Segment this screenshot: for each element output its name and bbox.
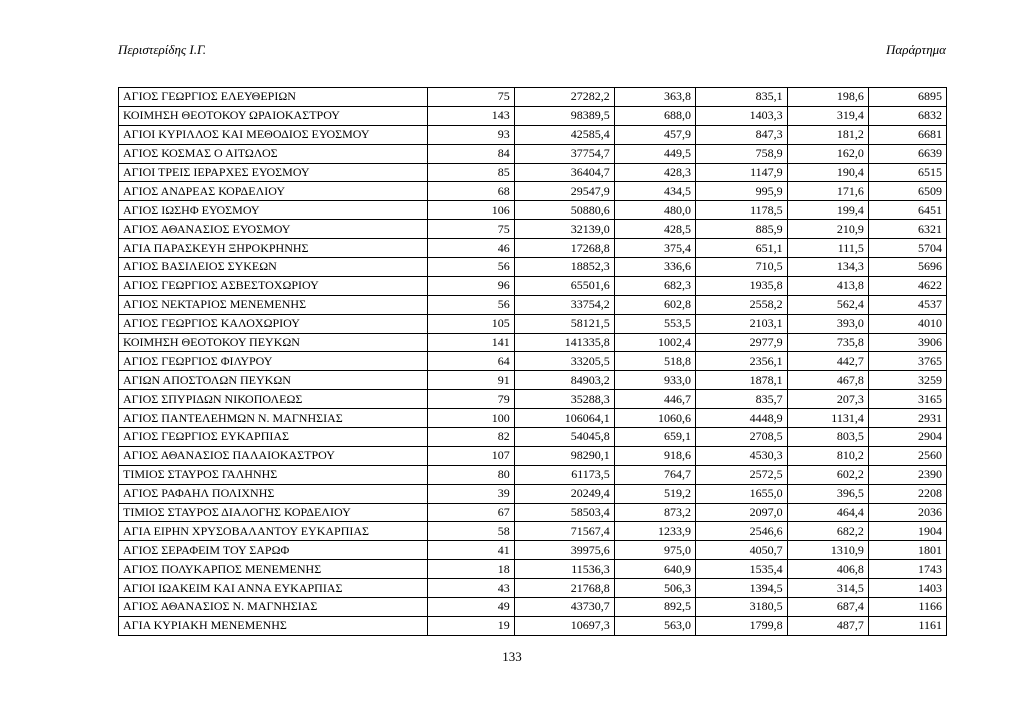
col-2-cell: 64 bbox=[428, 352, 514, 371]
col-2-cell: 49 bbox=[428, 598, 514, 617]
parish-name-cell: ΑΓΙΟΙ ΙΩΑΚΕΙΜ ΚΑΙ ΑΝΝΑ ΕΥΚΑΡΠΙΑΣ bbox=[119, 579, 428, 598]
col-6-cell: 803,5 bbox=[787, 428, 868, 447]
col-7-cell: 6681 bbox=[868, 125, 946, 144]
table-row bbox=[119, 560, 947, 579]
table-row bbox=[119, 106, 947, 125]
col-7-cell: 1166 bbox=[868, 598, 946, 617]
col-5-cell: 885,9 bbox=[695, 220, 787, 239]
col-7-cell: 5696 bbox=[868, 258, 946, 277]
col-4-cell: 553,5 bbox=[614, 314, 695, 333]
col-7-cell: 2560 bbox=[868, 446, 946, 465]
page-number: 133 bbox=[502, 649, 522, 664]
col-6-cell: 442,7 bbox=[787, 352, 868, 371]
col-6-cell: 406,8 bbox=[787, 560, 868, 579]
col-5-cell: 2572,5 bbox=[695, 465, 787, 484]
col-4-cell: 518,8 bbox=[614, 352, 695, 371]
parish-name-cell: ΑΓΙΟΣ ΑΘΑΝΑΣΙΟΣ ΕΥΟΣΜΟΥ bbox=[119, 220, 428, 239]
table-row bbox=[119, 598, 947, 617]
col-2-cell: 84 bbox=[428, 144, 514, 163]
col-5-cell: 2708,5 bbox=[695, 428, 787, 447]
col-5-cell: 3180,5 bbox=[695, 598, 787, 617]
col-4-cell: 428,3 bbox=[614, 163, 695, 182]
col-3-cell: 32139,0 bbox=[514, 220, 614, 239]
col-7-cell: 2390 bbox=[868, 465, 946, 484]
table-row bbox=[119, 239, 947, 258]
col-3-cell: 29547,9 bbox=[514, 182, 614, 201]
col-6-cell: 134,3 bbox=[787, 258, 868, 277]
col-4-cell: 1233,9 bbox=[614, 522, 695, 541]
col-6-cell: 111,5 bbox=[787, 239, 868, 258]
col-3-cell: 98290,1 bbox=[514, 446, 614, 465]
col-2-cell: 75 bbox=[428, 220, 514, 239]
col-2-cell: 91 bbox=[428, 371, 514, 390]
col-4-cell: 640,9 bbox=[614, 560, 695, 579]
col-3-cell: 33754,2 bbox=[514, 295, 614, 314]
table-row bbox=[119, 522, 947, 541]
table-row bbox=[119, 616, 947, 635]
col-6-cell: 562,4 bbox=[787, 295, 868, 314]
col-7-cell: 1743 bbox=[868, 560, 946, 579]
col-2-cell: 58 bbox=[428, 522, 514, 541]
parish-name-cell: ΑΓΙΟΣ ΠΟΛΥΚΑΡΠΟΣ ΜΕΝΕΜΕΝΗΣ bbox=[119, 560, 428, 579]
col-5-cell: 2097,0 bbox=[695, 503, 787, 522]
parish-name-cell: ΑΓΙΑ ΚΥΡΙΑΚΗ ΜΕΝΕΜΕΝΗΣ bbox=[119, 616, 428, 635]
col-5-cell: 1655,0 bbox=[695, 484, 787, 503]
col-3-cell: 61173,5 bbox=[514, 465, 614, 484]
col-5-cell: 1403,3 bbox=[695, 106, 787, 125]
col-3-cell: 11536,3 bbox=[514, 560, 614, 579]
col-7-cell: 2036 bbox=[868, 503, 946, 522]
table-row bbox=[119, 88, 947, 107]
col-4-cell: 688,0 bbox=[614, 106, 695, 125]
parish-name-cell: ΑΓΙΟΙ ΤΡΕΙΣ ΙΕΡΑΡΧΕΣ ΕΥΟΣΜΟΥ bbox=[119, 163, 428, 182]
col-2-cell: 18 bbox=[428, 560, 514, 579]
col-3-cell: 17268,8 bbox=[514, 239, 614, 258]
col-4-cell: 375,4 bbox=[614, 239, 695, 258]
col-2-cell: 56 bbox=[428, 295, 514, 314]
col-3-cell: 37754,7 bbox=[514, 144, 614, 163]
col-6-cell: 314,5 bbox=[787, 579, 868, 598]
col-7-cell: 2904 bbox=[868, 428, 946, 447]
parish-name-cell: ΑΓΙΩΝ ΑΠΟΣΤΟΛΩΝ ΠΕΥΚΩΝ bbox=[119, 371, 428, 390]
col-6-cell: 810,2 bbox=[787, 446, 868, 465]
col-4-cell: 428,5 bbox=[614, 220, 695, 239]
col-4-cell: 336,6 bbox=[614, 258, 695, 277]
col-4-cell: 519,2 bbox=[614, 484, 695, 503]
parish-name-cell: ΚΟΙΜΗΣΗ ΘΕΟΤΟΚΟΥ ΩΡΑΙΟΚΑΣΤΡΟΥ bbox=[119, 106, 428, 125]
col-3-cell: 58121,5 bbox=[514, 314, 614, 333]
col-2-cell: 79 bbox=[428, 390, 514, 409]
col-4-cell: 975,0 bbox=[614, 541, 695, 560]
col-5-cell: 1535,4 bbox=[695, 560, 787, 579]
col-2-cell: 80 bbox=[428, 465, 514, 484]
col-6-cell: 190,4 bbox=[787, 163, 868, 182]
table-row bbox=[119, 446, 947, 465]
col-6-cell: 396,5 bbox=[787, 484, 868, 503]
col-3-cell: 39975,6 bbox=[514, 541, 614, 560]
parish-name-cell: ΤΙΜΙΟΣ ΣΤΑΥΡΟΣ ΓΑΛΗΝΗΣ bbox=[119, 465, 428, 484]
table-row bbox=[119, 503, 947, 522]
table-row bbox=[119, 484, 947, 503]
col-3-cell: 10697,3 bbox=[514, 616, 614, 635]
col-5-cell: 835,1 bbox=[695, 88, 787, 107]
col-4-cell: 892,5 bbox=[614, 598, 695, 617]
parish-name-cell: ΑΓΙΟΣ ΙΩΣΗΦ ΕΥΟΣΜΟΥ bbox=[119, 201, 428, 220]
table-row bbox=[119, 182, 947, 201]
table-row bbox=[119, 428, 947, 447]
col-4-cell: 933,0 bbox=[614, 371, 695, 390]
col-4-cell: 457,9 bbox=[614, 125, 695, 144]
col-7-cell: 1161 bbox=[868, 616, 946, 635]
col-6-cell: 687,4 bbox=[787, 598, 868, 617]
col-7-cell: 6451 bbox=[868, 201, 946, 220]
col-4-cell: 873,2 bbox=[614, 503, 695, 522]
col-2-cell: 100 bbox=[428, 409, 514, 428]
table-row bbox=[119, 163, 947, 182]
col-2-cell: 75 bbox=[428, 88, 514, 107]
col-5-cell: 2103,1 bbox=[695, 314, 787, 333]
col-4-cell: 918,6 bbox=[614, 446, 695, 465]
col-6-cell: 207,3 bbox=[787, 390, 868, 409]
parish-data-table bbox=[118, 87, 947, 636]
parish-name-cell: ΑΓΙΟΣ ΚΟΣΜΑΣ Ο ΑΙΤΩΛΟΣ bbox=[119, 144, 428, 163]
col-5-cell: 4448,9 bbox=[695, 409, 787, 428]
col-7-cell: 3765 bbox=[868, 352, 946, 371]
col-5-cell: 847,3 bbox=[695, 125, 787, 144]
parish-name-cell: ΑΓΙΟΣ ΑΘΑΝΑΣΙΟΣ Ν. ΜΑΓΝΗΣΙΑΣ bbox=[119, 598, 428, 617]
parish-name-cell: ΑΓΙΟΣ ΠΑΝΤΕΛΕΗΜΩΝ Ν. ΜΑΓΝΗΣΙΑΣ bbox=[119, 409, 428, 428]
col-7-cell: 6515 bbox=[868, 163, 946, 182]
col-2-cell: 39 bbox=[428, 484, 514, 503]
parish-name-cell: ΑΓΙΟΣ ΣΕΡΑΦΕΙΜ ΤΟΥ ΣΑΡΩΦ bbox=[119, 541, 428, 560]
col-3-cell: 54045,8 bbox=[514, 428, 614, 447]
parish-name-cell: ΑΓΙΟΣ ΓΕΩΡΓΙΟΣ ΕΥΚΑΡΠΙΑΣ bbox=[119, 428, 428, 447]
col-3-cell: 58503,4 bbox=[514, 503, 614, 522]
col-7-cell: 2208 bbox=[868, 484, 946, 503]
col-6-cell: 487,7 bbox=[787, 616, 868, 635]
col-4-cell: 602,8 bbox=[614, 295, 695, 314]
col-5-cell: 2558,2 bbox=[695, 295, 787, 314]
table-row bbox=[119, 125, 947, 144]
col-6-cell: 319,4 bbox=[787, 106, 868, 125]
col-2-cell: 68 bbox=[428, 182, 514, 201]
col-5-cell: 758,9 bbox=[695, 144, 787, 163]
running-header-section: Παράρτημα bbox=[886, 42, 946, 57]
col-4-cell: 363,8 bbox=[614, 88, 695, 107]
table-row bbox=[119, 295, 947, 314]
parish-name-cell: ΑΓΙΟΣ ΣΠΥΡΙΔΩΝ ΝΙΚΟΠΟΛΕΩΣ bbox=[119, 390, 428, 409]
col-4-cell: 563,0 bbox=[614, 616, 695, 635]
col-3-cell: 106064,1 bbox=[514, 409, 614, 428]
col-2-cell: 105 bbox=[428, 314, 514, 333]
parish-name-cell: ΑΓΙΟΣ ΓΕΩΡΓΙΟΣ ΕΛΕΥΘΕΡΙΩΝ bbox=[119, 88, 428, 107]
col-5-cell: 1178,5 bbox=[695, 201, 787, 220]
col-5-cell: 2546,6 bbox=[695, 522, 787, 541]
col-5-cell: 1799,8 bbox=[695, 616, 787, 635]
col-7-cell: 5704 bbox=[868, 239, 946, 258]
col-4-cell: 1002,4 bbox=[614, 333, 695, 352]
col-3-cell: 65501,6 bbox=[514, 276, 614, 295]
col-3-cell: 36404,7 bbox=[514, 163, 614, 182]
col-3-cell: 43730,7 bbox=[514, 598, 614, 617]
col-7-cell: 3165 bbox=[868, 390, 946, 409]
col-6-cell: 393,0 bbox=[787, 314, 868, 333]
col-6-cell: 181,2 bbox=[787, 125, 868, 144]
col-2-cell: 85 bbox=[428, 163, 514, 182]
col-6-cell: 682,2 bbox=[787, 522, 868, 541]
table-row bbox=[119, 579, 947, 598]
parish-name-cell: ΑΓΙΑ ΕΙΡΗΝ ΧΡΥΣΟΒΑΛΑΝΤΟΥ ΕΥΚΑΡΠΙΑΣ bbox=[119, 522, 428, 541]
parish-name-cell: ΑΓΙΟΣ ΓΕΩΡΓΙΟΣ ΑΣΒΕΣΤΟΧΩΡΙΟΥ bbox=[119, 276, 428, 295]
col-7-cell: 6321 bbox=[868, 220, 946, 239]
col-6-cell: 467,8 bbox=[787, 371, 868, 390]
col-7-cell: 3906 bbox=[868, 333, 946, 352]
parish-name-cell: ΑΓΙΟΣ ΡΑΦΑΗΛ ΠΟΛΙΧΝΗΣ bbox=[119, 484, 428, 503]
col-7-cell: 1403 bbox=[868, 579, 946, 598]
parish-name-cell: ΑΓΙΟΙ ΚΥΡΙΛΛΟΣ ΚΑΙ ΜΕΘΟΔΙΟΣ ΕΥΟΣΜΟΥ bbox=[119, 125, 428, 144]
col-6-cell: 602,2 bbox=[787, 465, 868, 484]
col-2-cell: 19 bbox=[428, 616, 514, 635]
col-2-cell: 41 bbox=[428, 541, 514, 560]
col-6-cell: 162,0 bbox=[787, 144, 868, 163]
col-3-cell: 84903,2 bbox=[514, 371, 614, 390]
col-4-cell: 659,1 bbox=[614, 428, 695, 447]
parish-name-cell: ΑΓΙΟΣ ΝΕΚΤΑΡΙΟΣ ΜΕΝΕΜΕΝΗΣ bbox=[119, 295, 428, 314]
col-5-cell: 1394,5 bbox=[695, 579, 787, 598]
col-7-cell: 6639 bbox=[868, 144, 946, 163]
col-2-cell: 43 bbox=[428, 579, 514, 598]
col-7-cell: 4537 bbox=[868, 295, 946, 314]
col-6-cell: 171,6 bbox=[787, 182, 868, 201]
col-6-cell: 210,9 bbox=[787, 220, 868, 239]
col-2-cell: 46 bbox=[428, 239, 514, 258]
table-row bbox=[119, 258, 947, 277]
col-6-cell: 1131,4 bbox=[787, 409, 868, 428]
col-4-cell: 434,5 bbox=[614, 182, 695, 201]
col-5-cell: 4050,7 bbox=[695, 541, 787, 560]
table-body bbox=[119, 88, 947, 636]
col-3-cell: 18852,3 bbox=[514, 258, 614, 277]
col-7-cell: 6832 bbox=[868, 106, 946, 125]
col-2-cell: 107 bbox=[428, 446, 514, 465]
parish-name-cell: ΑΓΙΟΣ ΒΑΣΙΛΕΙΟΣ ΣΥΚΕΩΝ bbox=[119, 258, 428, 277]
table-row bbox=[119, 276, 947, 295]
table-row bbox=[119, 371, 947, 390]
col-3-cell: 98389,5 bbox=[514, 106, 614, 125]
col-3-cell: 33205,5 bbox=[514, 352, 614, 371]
col-2-cell: 56 bbox=[428, 258, 514, 277]
table-row bbox=[119, 352, 947, 371]
col-2-cell: 141 bbox=[428, 333, 514, 352]
table-row bbox=[119, 144, 947, 163]
col-3-cell: 27282,2 bbox=[514, 88, 614, 107]
col-3-cell: 71567,4 bbox=[514, 522, 614, 541]
parish-name-cell: ΚΟΙΜΗΣΗ ΘΕΟΤΟΚΟΥ ΠΕΥΚΩΝ bbox=[119, 333, 428, 352]
col-5-cell: 4530,3 bbox=[695, 446, 787, 465]
col-2-cell: 106 bbox=[428, 201, 514, 220]
table-row bbox=[119, 390, 947, 409]
col-2-cell: 96 bbox=[428, 276, 514, 295]
table-row bbox=[119, 201, 947, 220]
col-4-cell: 506,3 bbox=[614, 579, 695, 598]
col-7-cell: 3259 bbox=[868, 371, 946, 390]
col-4-cell: 446,7 bbox=[614, 390, 695, 409]
col-4-cell: 682,3 bbox=[614, 276, 695, 295]
col-2-cell: 82 bbox=[428, 428, 514, 447]
col-6-cell: 198,6 bbox=[787, 88, 868, 107]
col-7-cell: 4010 bbox=[868, 314, 946, 333]
col-3-cell: 35288,3 bbox=[514, 390, 614, 409]
col-5-cell: 2977,9 bbox=[695, 333, 787, 352]
col-5-cell: 1878,1 bbox=[695, 371, 787, 390]
col-7-cell: 4622 bbox=[868, 276, 946, 295]
col-2-cell: 143 bbox=[428, 106, 514, 125]
col-5-cell: 995,9 bbox=[695, 182, 787, 201]
col-4-cell: 480,0 bbox=[614, 201, 695, 220]
col-6-cell: 1310,9 bbox=[787, 541, 868, 560]
col-4-cell: 764,7 bbox=[614, 465, 695, 484]
col-7-cell: 2931 bbox=[868, 409, 946, 428]
col-2-cell: 67 bbox=[428, 503, 514, 522]
parish-name-cell: ΑΓΙΑ ΠΑΡΑΣΚΕΥΗ ΞΗΡΟΚΡΗΝΗΣ bbox=[119, 239, 428, 258]
col-6-cell: 735,8 bbox=[787, 333, 868, 352]
col-4-cell: 1060,6 bbox=[614, 409, 695, 428]
col-7-cell: 1904 bbox=[868, 522, 946, 541]
col-7-cell: 6509 bbox=[868, 182, 946, 201]
col-4-cell: 449,5 bbox=[614, 144, 695, 163]
table-row bbox=[119, 314, 947, 333]
col-3-cell: 21768,8 bbox=[514, 579, 614, 598]
col-3-cell: 42585,4 bbox=[514, 125, 614, 144]
parish-name-cell: ΑΓΙΟΣ ΓΕΩΡΓΙΟΣ ΚΑΛΟΧΩΡΙΟΥ bbox=[119, 314, 428, 333]
col-5-cell: 1935,8 bbox=[695, 276, 787, 295]
col-7-cell: 6895 bbox=[868, 88, 946, 107]
parish-name-cell: ΤΙΜΙΟΣ ΣΤΑΥΡΟΣ ΔΙΑΛΟΓΗΣ ΚΟΡΔΕΛΙΟΥ bbox=[119, 503, 428, 522]
parish-name-cell: ΑΓΙΟΣ ΑΘΑΝΑΣΙΟΣ ΠΑΛΑΙΟΚΑΣΤΡΟΥ bbox=[119, 446, 428, 465]
table-row bbox=[119, 541, 947, 560]
col-6-cell: 464,4 bbox=[787, 503, 868, 522]
table-row bbox=[119, 220, 947, 239]
col-3-cell: 141335,8 bbox=[514, 333, 614, 352]
parish-name-cell: ΑΓΙΟΣ ΑΝΔΡΕΑΣ ΚΟΡΔΕΛΙΟΥ bbox=[119, 182, 428, 201]
col-5-cell: 835,7 bbox=[695, 390, 787, 409]
table-row bbox=[119, 409, 947, 428]
col-7-cell: 1801 bbox=[868, 541, 946, 560]
col-5-cell: 1147,9 bbox=[695, 163, 787, 182]
running-header-author: Περιστερίδης Ι.Γ. bbox=[118, 42, 206, 57]
col-6-cell: 199,4 bbox=[787, 201, 868, 220]
col-5-cell: 710,5 bbox=[695, 258, 787, 277]
table-row bbox=[119, 333, 947, 352]
col-3-cell: 50880,6 bbox=[514, 201, 614, 220]
parish-name-cell: ΑΓΙΟΣ ΓΕΩΡΓΙΟΣ ΦΙΛΥΡΟΥ bbox=[119, 352, 428, 371]
col-3-cell: 20249,4 bbox=[514, 484, 614, 503]
col-5-cell: 2356,1 bbox=[695, 352, 787, 371]
col-2-cell: 93 bbox=[428, 125, 514, 144]
col-5-cell: 651,1 bbox=[695, 239, 787, 258]
table-row bbox=[119, 465, 947, 484]
col-6-cell: 413,8 bbox=[787, 276, 868, 295]
